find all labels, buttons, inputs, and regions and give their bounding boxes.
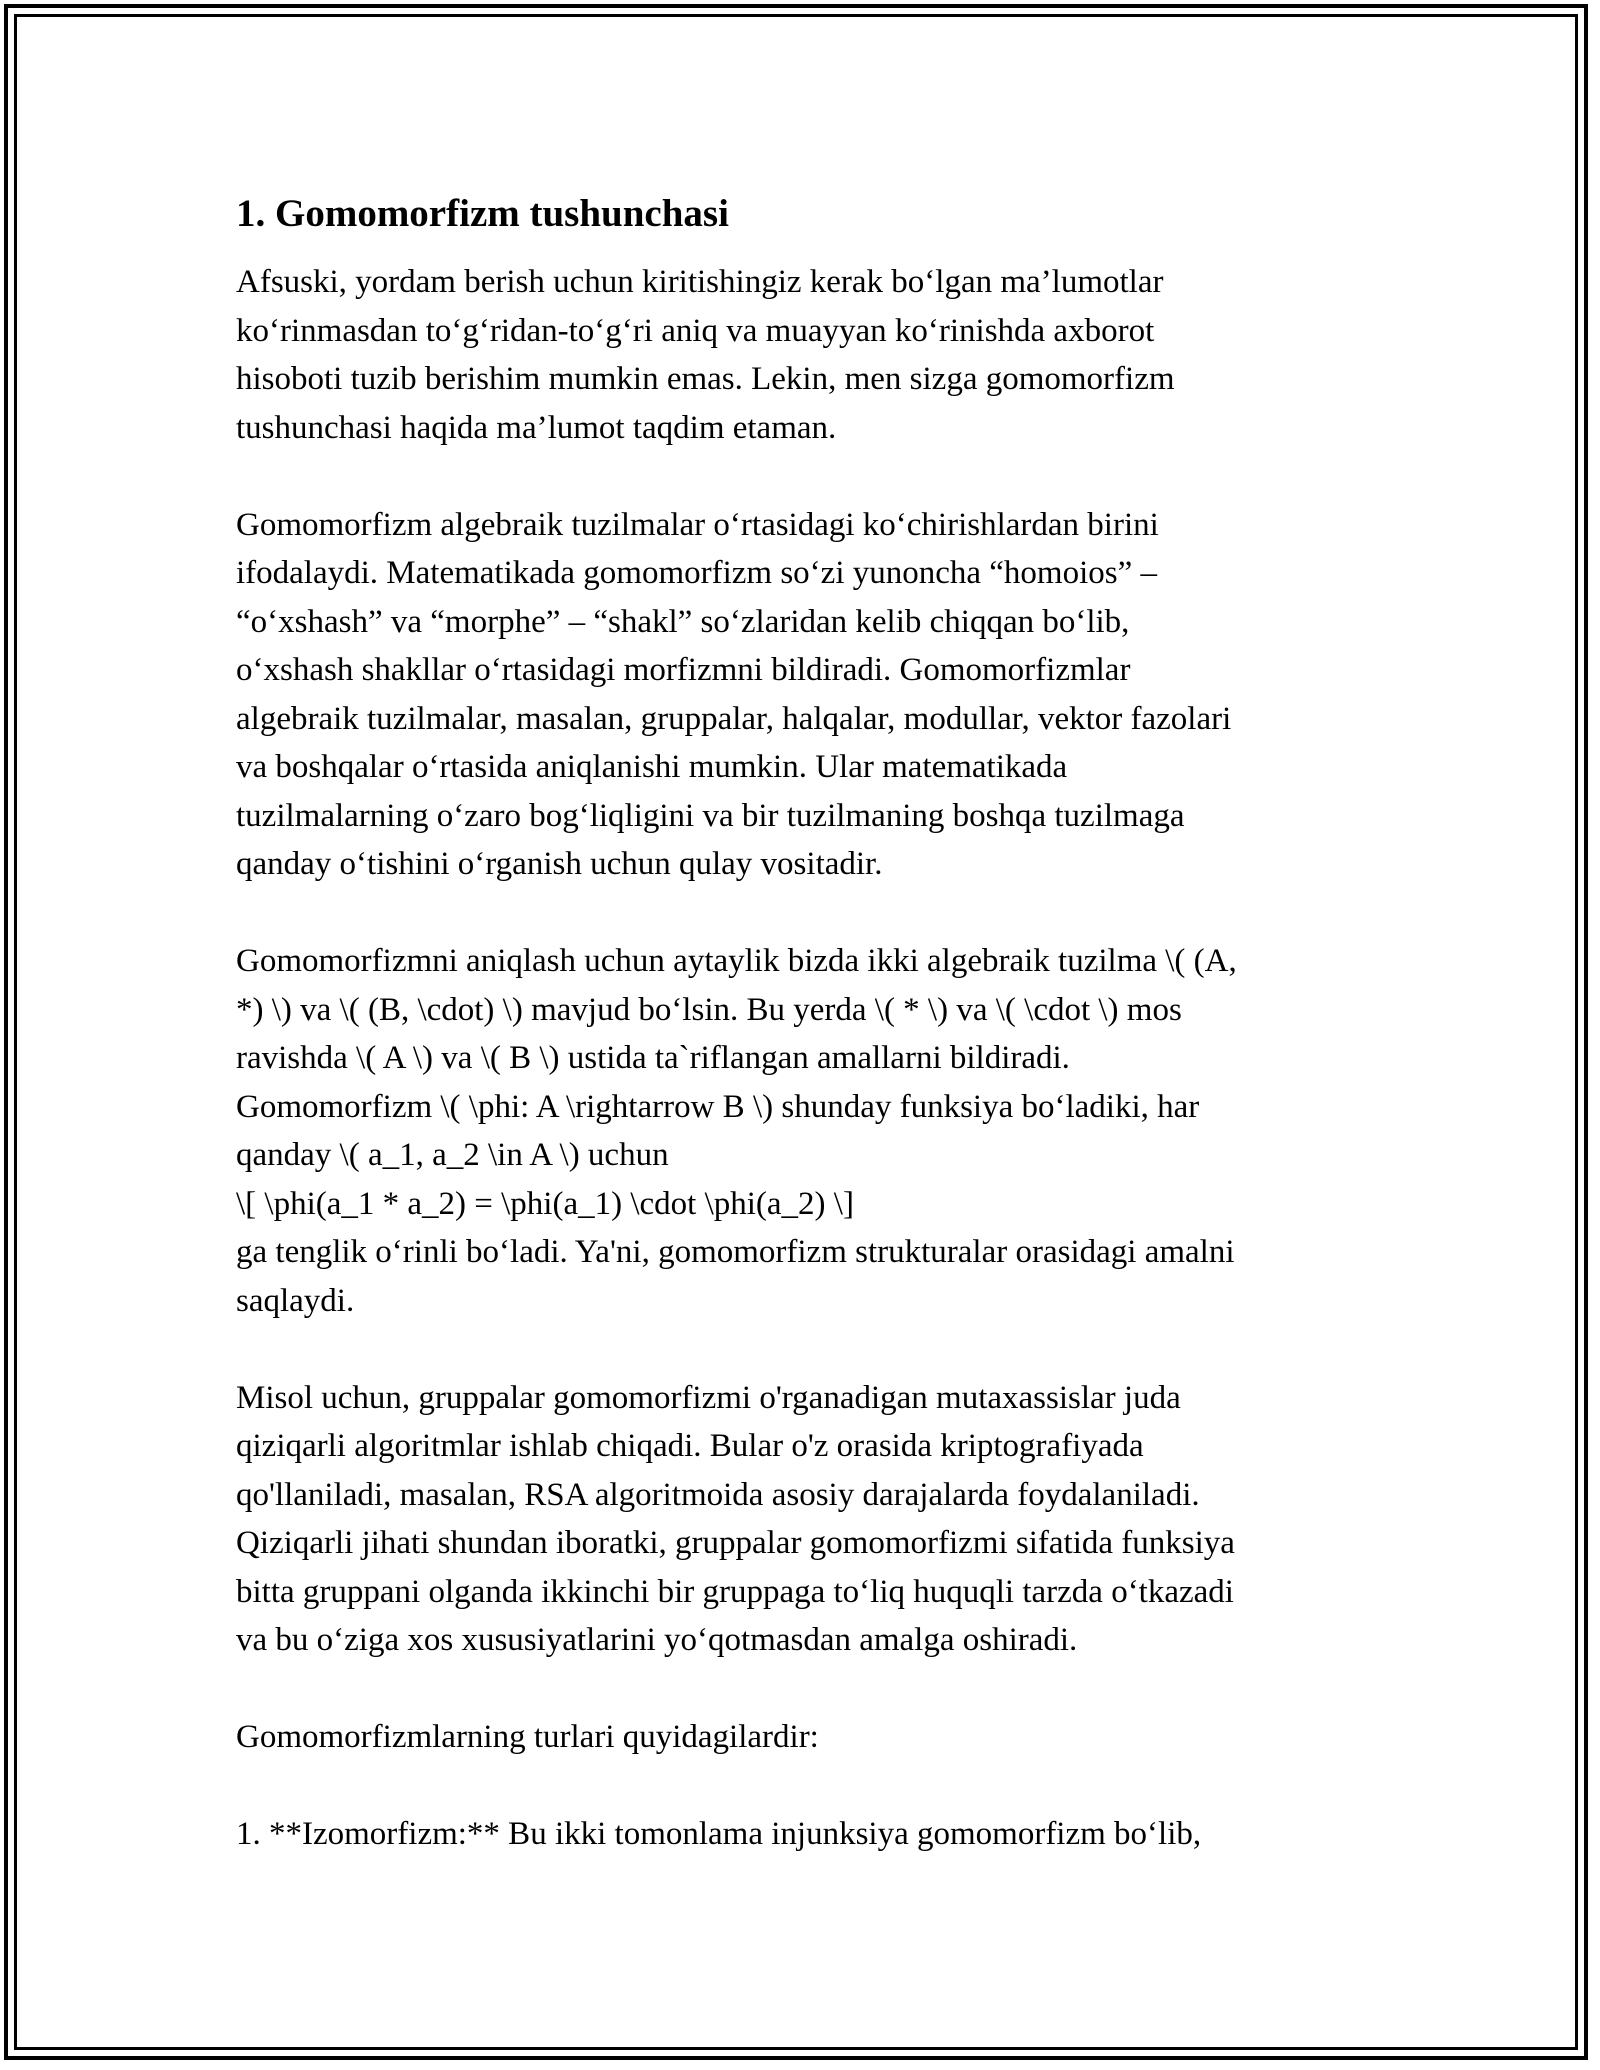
- text-line: Gomomorfizm algebraik tuzilmalar o‘rtasidagi ko‘chirishlardan birini: [236, 506, 1159, 543]
- text-line: ravishda \( A \) va \( B \) ustida ta`riflangan amallarni bildiradi.: [236, 1040, 1070, 1076]
- paragraph-formal-definition: [236, 937, 1366, 1325]
- text-line: va bu o‘ziga xos xususiyatlarini yo‘qotmasdan amalga oshiradi.: [236, 1622, 1078, 1658]
- text-line: *) \) va \( (B, \cdot) \) mavjud bo‘lsin. Bu yerda \( * \) va \( \cdot \) mos: [236, 991, 1182, 1028]
- paragraph-example: [236, 1374, 1366, 1665]
- text-line: Misol uchun, gruppalar gomomorfizmi o'rganadigan mutaxassislar juda: [236, 1379, 1181, 1416]
- text-line: qanday o‘tishini o‘rganish uchun qulay vositadir.: [236, 846, 883, 882]
- text-line: va boshqalar o‘rtasida aniqlanishi mumkin. Ular matematikada: [236, 749, 1068, 785]
- text-line: Gomomorfizmni aniqlash uchun aytaylik bizda ikki algebraik tuzilma \( (A,: [236, 943, 1237, 979]
- list-item-isomorphism: [236, 1810, 1366, 1859]
- text-line: tuzilmalarning o‘zaro bog‘liqligini va bir tuzilmaning boshqa tuzilmaga: [236, 797, 1185, 834]
- text-line: o‘xshash shakllar o‘rtasidagi morfizmni bildiradi. Gomomorfizmlar: [236, 652, 1131, 688]
- text-line: qanday \( a_1, a_2 \in A \) uchun: [236, 1137, 669, 1173]
- text-line: hisoboti tuzib berishim mumkin emas. Lekin, men sizga gomomorfizm: [236, 361, 1175, 397]
- paragraph-intro: [236, 258, 1366, 452]
- text-line: saqlaydi.: [236, 1282, 355, 1319]
- formula-line: \[ \phi(a_1 * a_2) = \phi(a_1) \cdot \phi(a_2) \]: [236, 1185, 854, 1222]
- paragraph-types-intro: [236, 1713, 1366, 1762]
- text-line: qo'llaniladi, masalan, RSA algoritmoida asosiy darajalarda foydalaniladi.: [236, 1476, 1200, 1513]
- document-body: [236, 190, 1366, 1907]
- text-line: “o‘xshash” va “morphe” – “shakl” so‘zlaridan kelib chiqqan bo‘lib,: [236, 603, 1130, 640]
- document-title: 1. Gomomorfizm tushunchasi: [236, 192, 729, 235]
- text-line: 1. **Izomorfizm:** Bu ikki tomonlama injunksiya gomomorfizm bo‘lib,: [236, 1816, 1202, 1852]
- text-line: Afsuski, yordam berish uchun kiritishingiz kerak bo‘lgan ma’lumotlar: [236, 264, 1164, 300]
- text-line: Qiziqarli jihati shundan iboratki, gruppalar gomomorfizmi sifatida funksiya: [236, 1525, 1235, 1561]
- text-line: ko‘rinmasdan to‘g‘ridan-to‘g‘ri aniq va muayyan ko‘rinishda axborot: [236, 312, 1155, 349]
- text-line: algebraik tuzilmalar, masalan, gruppalar, halqalar, modullar, vektor fazolari: [236, 700, 1232, 737]
- paragraph-definition: [236, 501, 1366, 889]
- text-line: tushunchasi haqida ma’lumot taqdim etaman.: [236, 409, 837, 446]
- text-line: bitta gruppani olganda ikkinchi bir gruppaga to‘liq huquqli tarzda o‘tkazadi: [236, 1573, 1234, 1610]
- text-line: qiziqarli algoritmlar ishlab chiqadi. Bular o'z orasida kriptografiyada: [236, 1428, 1144, 1464]
- text-line: ga tenglik o‘rinli bo‘ladi. Ya'ni, gomomorfizm strukturalar orasidagi amalni: [236, 1234, 1235, 1270]
- text-line: Gomomorfizm \( \phi: A \rightarrow B \) shunday funksiya bo‘ladiki, har: [236, 1088, 1200, 1125]
- text-line: Gomomorfizmlarning turlari quyidagilardir:: [236, 1719, 819, 1755]
- text-line: ifodalaydi. Matematikada gomomorfizm so‘zi yunoncha “homoios” –: [236, 555, 1158, 591]
